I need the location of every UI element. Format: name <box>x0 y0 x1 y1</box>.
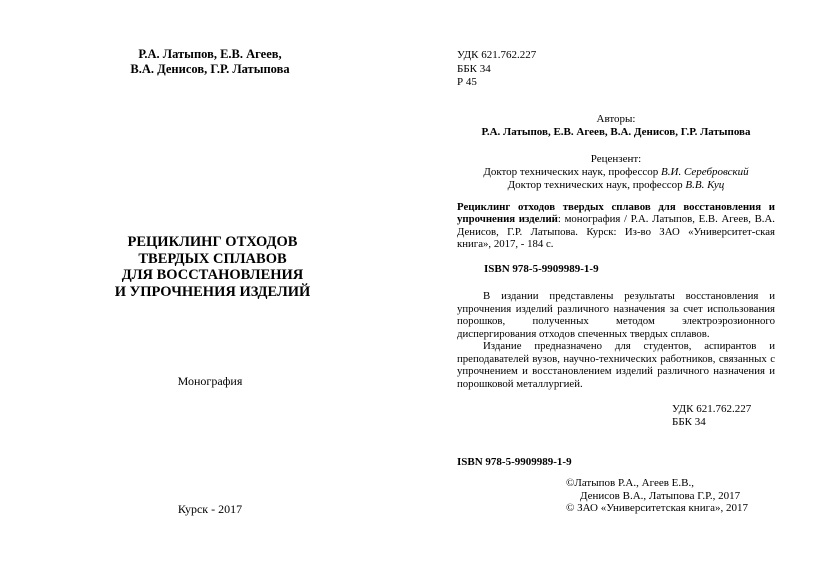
reviewer-1-name: В.И. Серебровский <box>661 166 749 178</box>
udk-code-bottom: УДК 621.762.227 <box>672 403 752 415</box>
bbk-code: ББК 34 <box>457 62 491 75</box>
book-title <box>70 234 355 300</box>
biblio-details: : монография / Р.А. Латыпов, Е.В. Агеев, В.А. Денисов, Г.Р. Латыпова. Курск: Из-во ЗАО «Университет-ская книга», 2017, - 184 с. <box>457 213 775 250</box>
copyright-line-2: Денисов В.А., Латыпова Г.Р., 2017 <box>580 489 741 502</box>
bbk-code-bottom: ББК 34 <box>672 416 706 428</box>
title-line-4: И УПРОЧНЕНИЯ ИЗДЕЛИЙ <box>114 283 311 300</box>
authors-line-1: Р.А. Латыпов, Е.В. Агеев, <box>138 47 282 61</box>
authors-line-2: В.А. Денисов, Г.Р. Латыпова <box>130 62 290 76</box>
genre-label: Монография <box>177 374 243 388</box>
authors-label: Авторы: <box>596 113 636 125</box>
reviewer-1-title: Доктор технических наук, профессор <box>483 166 662 178</box>
reviewer-2 <box>457 179 775 192</box>
bibliographic-record <box>457 201 775 250</box>
copyright-block <box>566 477 748 515</box>
annotation-paragraph-2: Издание предназначено для студентов, аспирантов и преподавателей вузов, научно-технических работников, связанных с упрочнением и восстановлением изделий различного назначения и порошковой металлургией. <box>457 340 775 390</box>
classification-codes <box>457 49 536 90</box>
reviewer-1 <box>457 166 775 179</box>
authors-names: Р.А. Латыпов, Е.В. Агеев, В.А. Денисов, Г.Р. Латыпова <box>481 126 751 138</box>
isbn-bottom: ISBN 978-5-9909989-1-9 <box>457 456 572 468</box>
title-line-1: РЕЦИКЛИНГ ОТХОДОВ <box>127 234 298 250</box>
reviewer-label: Рецензент: <box>590 153 642 165</box>
isbn-top: ISBN 978-5-9909989-1-9 <box>484 263 599 275</box>
title-line-2: ТВЕРДЫХ СПЛАВОВ <box>138 250 287 267</box>
city-year: Курск - 2017 <box>177 502 243 516</box>
author-mark: Р 45 <box>457 76 477 88</box>
copyright-line-3: © ЗАО «Университетская книга», 2017 <box>566 502 748 515</box>
reviewer-2-title: Доктор технических наук, профессор <box>507 179 686 191</box>
copyright-line-1: ©Латыпов Р.А., Агеев Е.В., <box>566 477 694 489</box>
classification-codes-bottom <box>672 403 751 429</box>
udk-code: УДК 621.762.227 <box>457 49 537 61</box>
left-authors <box>90 47 330 77</box>
annotation <box>457 290 775 390</box>
annotation-paragraph-1: В издании представлены результаты восстановления и упрочнения изделий различного назначения за счет использования порошков, полученных методом электроэрозионного диспергирования отходов спеченных твердых сплавов. <box>457 290 775 340</box>
title-line-3: ДЛЯ ВОССТАНОВЛЕНИЯ <box>121 267 304 283</box>
biblio-title: Рециклинг отходов твердых сплавов для восстановления и упрочнения изделий <box>457 201 775 226</box>
reviewer-2-name: В.В. Куц <box>685 179 725 191</box>
right-page <box>410 0 819 579</box>
